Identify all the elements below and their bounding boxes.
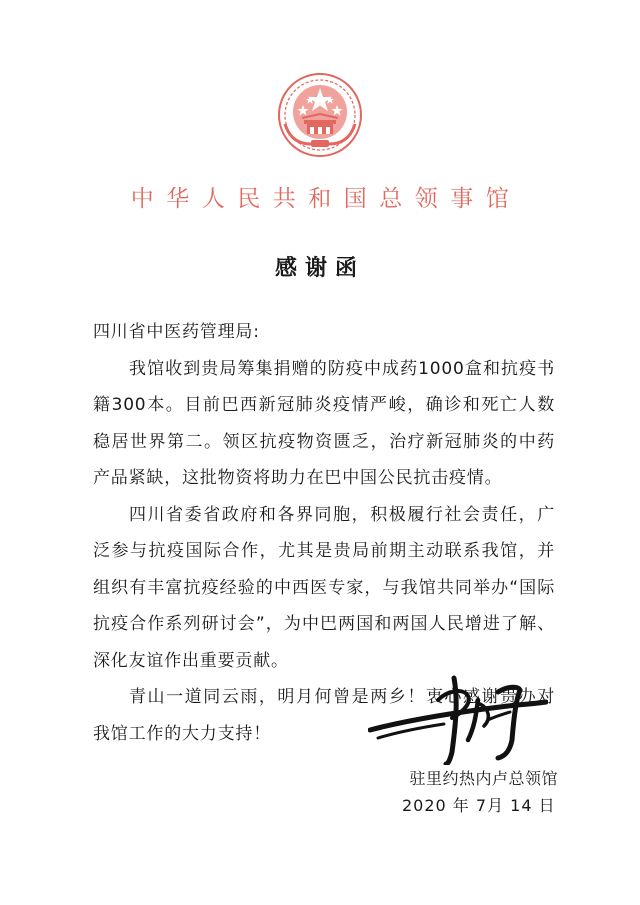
handwritten-signature-icon (368, 660, 548, 765)
salutation: 四川省中医药管理局: (93, 322, 260, 342)
letter-title: 感谢函 (274, 256, 365, 281)
sender-name: 驻里约热内卢总领馆 (409, 769, 558, 788)
national-emblem-icon (277, 72, 363, 158)
paragraph-2: 四川省委省政府和各界同胞，积极履行社会责任，广泛参与抗疫国际合作，尤其是贵局前期主动联系我馆，并组织有丰富抗疫经验的中西医专家，与我馆共同举办“国际抗疫合作系列研讨会”，为中巴两国和两国人民增进了解、深化友谊作出重要贡献。 (93, 504, 555, 671)
letter-date: 2020 年 7月 14 日 (402, 796, 556, 815)
paragraph-1: 我馆收到贵局筹集捐赠的防疫中成药1000盒和抗疫书籍300本。目前巴西新冠肺炎疫情严峻，确诊和死亡人数稳居世界第二。领区抗疫物资匮乏，治疗新冠肺炎的中药产品紧缺，这批物资将助力在巴中国公民抗击疫情。 (93, 358, 555, 488)
paragraph-3: 青山一道同云雨，明月何曾是两乡！衷心感谢贵办对我馆工作的大力支持！ (93, 687, 555, 744)
organization-title: 中华人民共和国总领事馆 (130, 186, 522, 212)
